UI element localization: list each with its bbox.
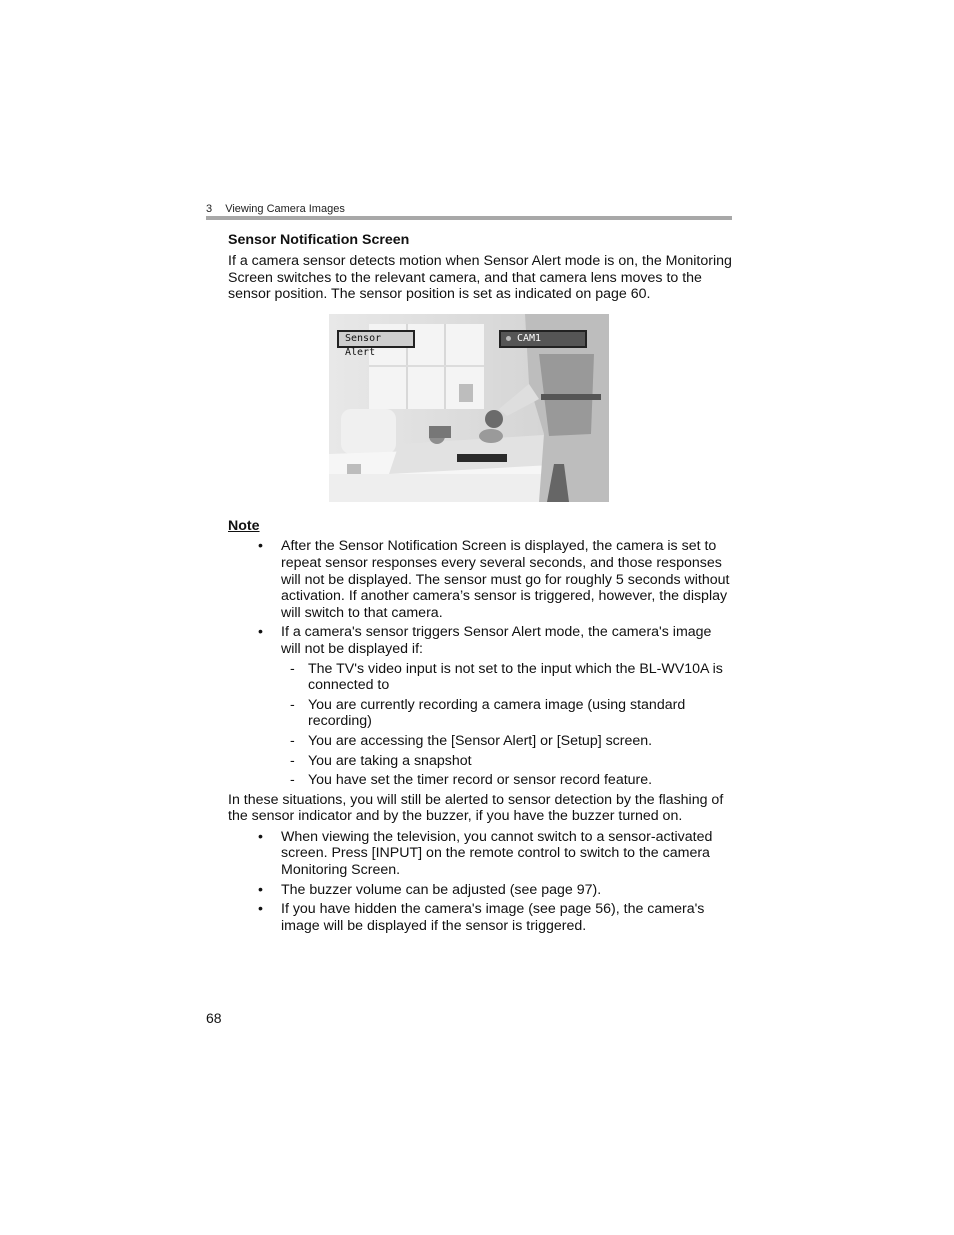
dash-icon: - [290,752,295,769]
dash-icon: - [290,772,295,789]
dash-icon: - [290,660,295,677]
running-header [206,202,732,216]
dash-icon: - [290,732,295,749]
intro-paragraph: If a camera sensor detects motion when Sensor Alert mode is on, the Monitoring Screen switches to the relevant camera, and that camera lens moves to the sensor position. The sensor position is set as indicated on page 60. [228,253,732,303]
camera-screenshot [329,314,609,502]
note-bullet-item [228,829,732,879]
camera-label [499,330,587,348]
bullet-icon: • [258,828,263,845]
page-content [228,232,732,937]
note-bullet-text: The buzzer volume can be adjusted (see page 97). [281,881,602,898]
note-bullet-text: When viewing the television, you cannot switch to a sensor-activated screen. Press [INPUT] on the remote control to switch to the camera Monitoring Screen. [281,828,713,879]
bullet-icon: • [258,624,263,641]
note-bullet-item [228,882,732,899]
bullet-icon: • [258,538,263,555]
bullet-icon: • [258,901,263,918]
condition-item [281,661,732,694]
header-rule [206,216,732,220]
condition-item [281,733,732,750]
condition-text: You have set the timer record or sensor record feature. [308,772,653,789]
note-bullet-item [228,538,732,621]
bullet-icon: • [258,881,263,898]
condition-list [281,661,732,789]
condition-text: The TV's video input is not set to the input which the BL-WV10A is connected to [308,660,723,694]
condition-item [281,697,732,730]
note-bullet-text: If you have hidden the camera's image (see page 56), the camera's image will be displayed if the sensor is triggered. [281,901,705,934]
condition-text: You are accessing the [Sensor Alert] or [Setup] screen. [308,732,653,749]
camera-label-text: CAM1 [517,332,542,344]
chapter-number: 3 [206,203,213,215]
note-heading: Note [228,517,260,534]
note-bullet-item [228,624,732,788]
note-bullet-text: After the Sensor Notification Screen is displayed, the camera is set to repeat sensor responses every several seconds, and those responses will not be displayed. The sensor must go for roughly 5 seconds without activation. If another camera’s sensor is triggered, however, the display will switch to that camera. [281,538,730,621]
note-bullet-text: If a camera's sensor triggers Sensor Alert mode, the camera's image will not be displayed if: [281,624,712,657]
note-bullet-item [228,901,732,934]
condition-item [281,753,732,770]
condition-item [281,772,732,789]
note-bullet-list [228,538,732,788]
situation-paragraph: In these situations, you will still be alerted to sensor detection by the flashing of the sensor indicator and by the buzzer, if you have the buzzer turned on. [228,791,724,825]
chapter-title: Viewing Camera Images [225,203,345,215]
condition-text: You are currently recording a camera image (using standard recording) [308,696,686,730]
indicator-dot-icon [506,336,511,341]
condition-text: You are taking a snapshot [308,752,472,769]
page-number: 68 [206,1010,222,1026]
sensor-alert-label: Sensor Alert [337,330,415,348]
additional-bullet-list [228,829,732,935]
dash-icon: - [290,696,295,713]
section-title: Sensor Notification Screen [228,232,410,248]
